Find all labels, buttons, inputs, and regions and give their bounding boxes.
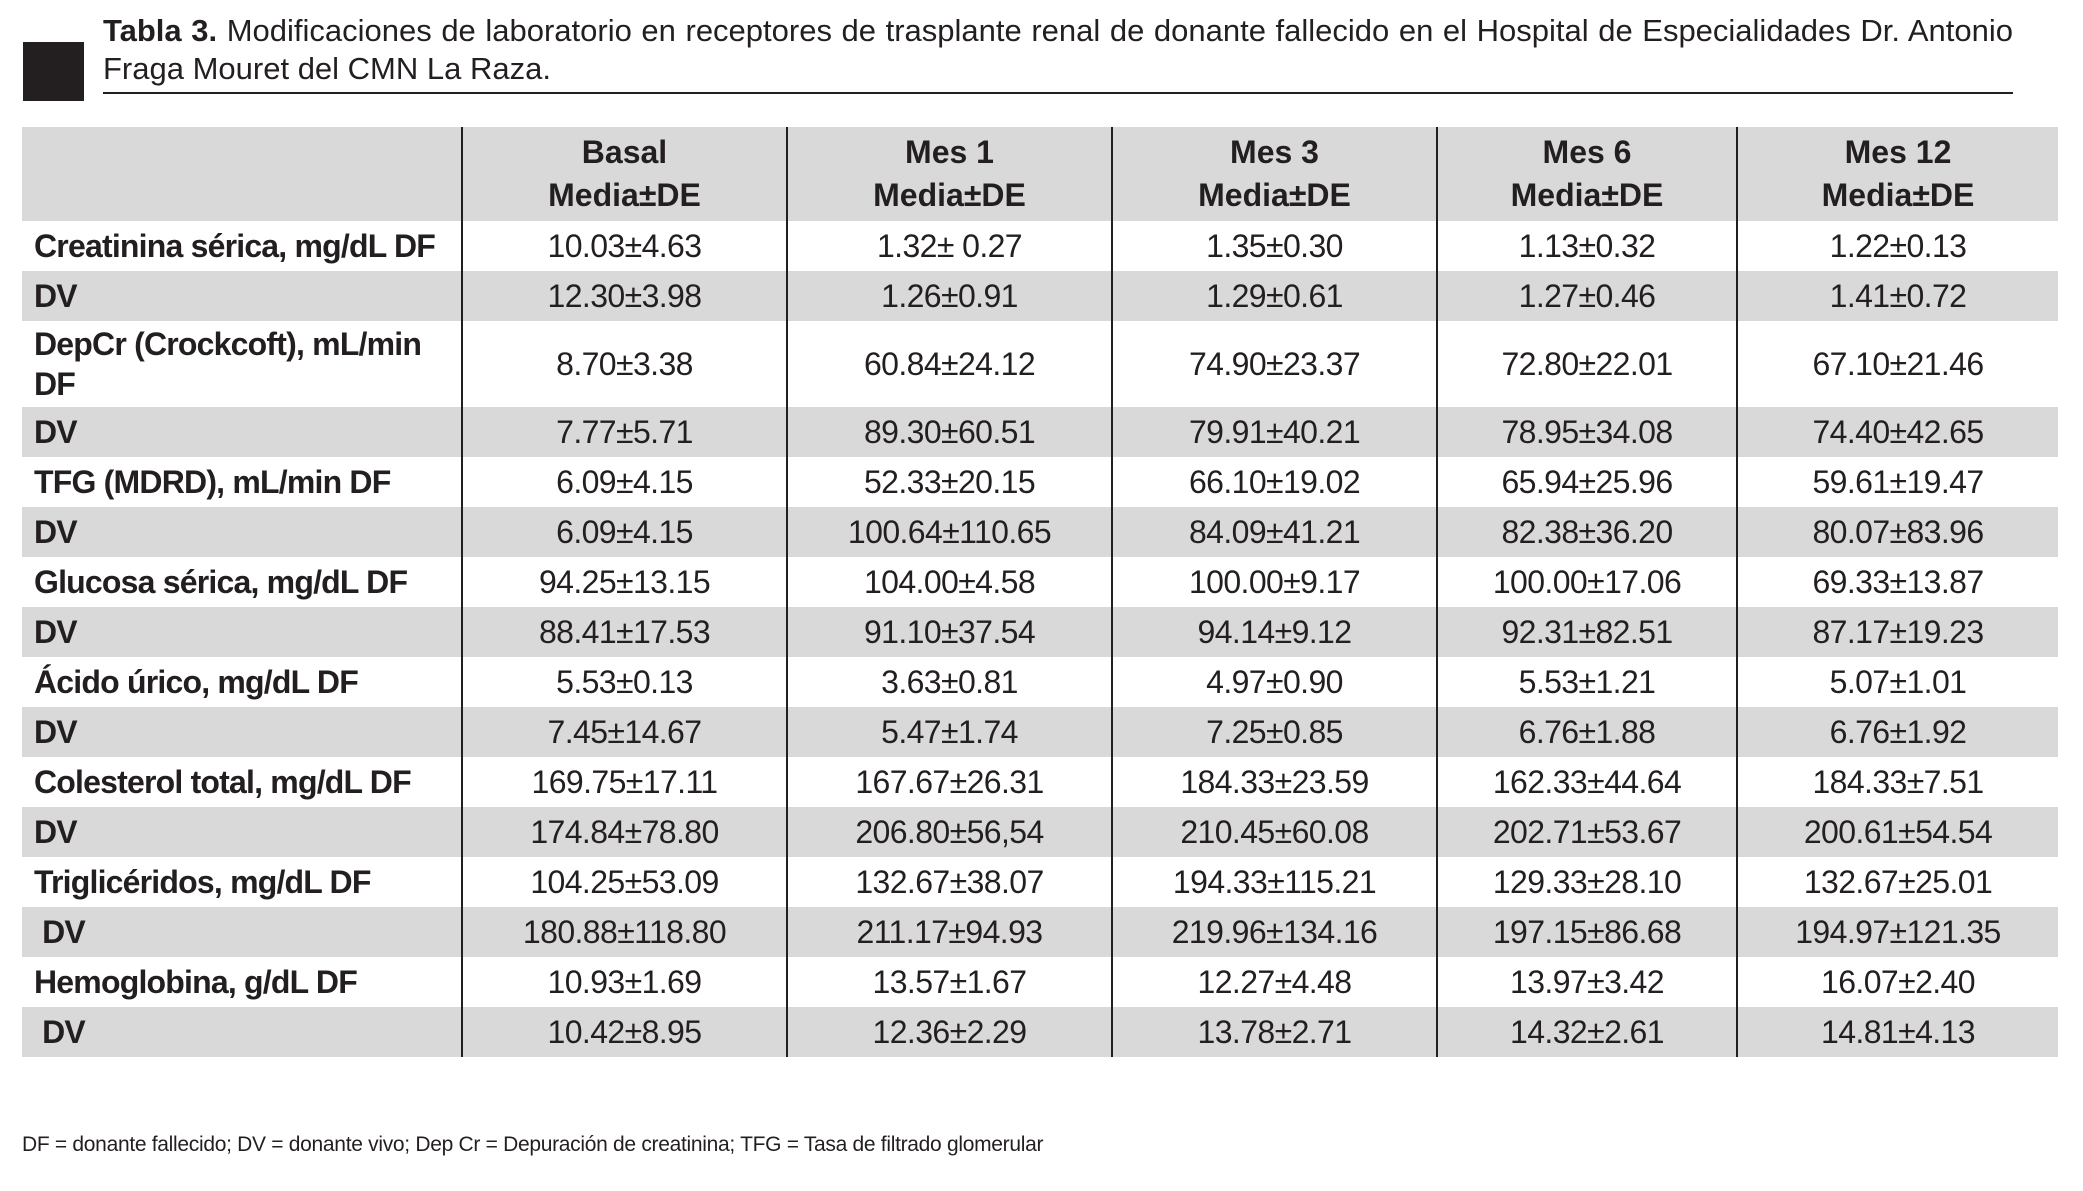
table-row <box>22 321 2058 407</box>
column-header-mes-6 <box>1437 127 1737 221</box>
table-cell: 219.96±134.16 <box>1112 907 1437 957</box>
row-label: Colesterol total, mg/dL DF <box>34 764 411 800</box>
table-cell: 104.00±4.58 <box>787 557 1112 607</box>
table-cell: 84.09±41.21 <box>1112 507 1437 557</box>
table-cell: 184.33±23.59 <box>1112 757 1437 807</box>
column-header-title: Mes 12 <box>1844 134 1952 170</box>
table-cell: 12.36±2.29 <box>787 1007 1112 1057</box>
table-cell: 8.70±3.38 <box>462 321 787 407</box>
table-cell: 180.88±118.80 <box>462 907 787 957</box>
table-footnote: DF = donante fallecido; DV = donante vivo; Dep Cr = Depuración de creatinina; TFG = Tasa de filtrado glomerular <box>22 1133 1044 1156</box>
table-cell: 206.80±56,54 <box>787 807 1112 857</box>
row-label: DV <box>22 407 462 457</box>
table-row <box>22 457 2058 507</box>
table-cell: 52.33±20.15 <box>787 457 1112 507</box>
row-label: DV <box>22 507 462 557</box>
table-cell: 13.97±3.42 <box>1437 957 1737 1007</box>
table-cell: 5.47±1.74 <box>787 707 1112 757</box>
table-cell: 12.30±3.98 <box>462 271 787 321</box>
column-header-mes-3 <box>1112 127 1437 221</box>
table-cell: 202.71±53.67 <box>1437 807 1737 857</box>
table-row <box>22 407 2058 457</box>
table-cell: 1.13±0.32 <box>1437 221 1737 271</box>
table-cell: 80.07±83.96 <box>1737 507 2058 557</box>
table-cell: 100.00±9.17 <box>1112 557 1437 607</box>
table-cell: 87.17±19.23 <box>1737 607 2058 657</box>
table-cell: 197.15±86.68 <box>1437 907 1737 957</box>
table-cell: 88.41±17.53 <box>462 607 787 657</box>
row-label: DV <box>22 707 462 757</box>
column-header-basal <box>462 127 787 221</box>
row-label: DV <box>22 271 462 321</box>
table-cell: 13.57±1.67 <box>787 957 1112 1007</box>
column-header-subtitle: Media±DE <box>548 177 701 213</box>
table-cell: 16.07±2.40 <box>1737 957 2058 1007</box>
table-cell: 13.78±2.71 <box>1112 1007 1437 1057</box>
table-cell: 3.63±0.81 <box>787 657 1112 707</box>
table-cell: 194.97±121.35 <box>1737 907 2058 957</box>
caption-body: Modificaciones de laboratorio en receptores de trasplante renal de donante fallecido en el Hospital de Especialidades Dr. Antonio Fraga Mouret del CMN La Raza. <box>103 13 2013 86</box>
table-cell: 200.61±54.54 <box>1737 807 2058 857</box>
table-cell: 91.10±37.54 <box>787 607 1112 657</box>
table-cell: 1.22±0.13 <box>1737 221 2058 271</box>
header-corner-cell <box>22 127 462 221</box>
table-cell: 211.17±94.93 <box>787 907 1112 957</box>
table-row <box>22 757 2058 807</box>
table-cell: 7.77±5.71 <box>462 407 787 457</box>
table-cell: 65.94±25.96 <box>1437 457 1737 507</box>
caption-text <box>103 12 2013 88</box>
column-header-subtitle: Media±DE <box>1821 177 1975 213</box>
table-cell: 92.31±82.51 <box>1437 607 1737 657</box>
table-row <box>22 271 2058 321</box>
table-row <box>22 807 2058 857</box>
table-cell: 72.80±22.01 <box>1437 321 1737 407</box>
table-cell: 69.33±13.87 <box>1737 557 2058 607</box>
table-row <box>22 907 2058 957</box>
row-label: DV <box>22 1007 462 1057</box>
table-cell: 132.67±38.07 <box>787 857 1112 907</box>
row-label: Ácido úrico, mg/dL DF <box>34 664 358 700</box>
table-cell: 74.90±23.37 <box>1112 321 1437 407</box>
table-cell: 162.33±44.64 <box>1437 757 1737 807</box>
table-cell: 6.09±4.15 <box>462 507 787 557</box>
table-cell: 6.09±4.15 <box>462 457 787 507</box>
table-cell: 7.25±0.85 <box>1112 707 1437 757</box>
table-cell: 5.53±0.13 <box>462 657 787 707</box>
table-cell: 184.33±7.51 <box>1737 757 2058 807</box>
table-cell: 82.38±36.20 <box>1437 507 1737 557</box>
row-label: Triglicéridos, mg/dL DF <box>34 864 371 900</box>
column-header-subtitle: Media±DE <box>873 177 1026 213</box>
table-cell: 194.33±115.21 <box>1112 857 1437 907</box>
table-cell: 169.75±17.11 <box>462 757 787 807</box>
row-label: Creatinina sérica, mg/dL DF <box>34 228 436 264</box>
caption-marker <box>23 42 84 101</box>
column-header-subtitle: Media±DE <box>1510 177 1664 213</box>
table-row <box>22 607 2058 657</box>
row-label: Hemoglobina, g/dL DF <box>34 964 357 1000</box>
table-row <box>22 707 2058 757</box>
table-cell: 1.27±0.46 <box>1437 271 1737 321</box>
table-cell: 100.64±110.65 <box>787 507 1112 557</box>
table-row <box>22 507 2058 557</box>
table-cell: 100.00±17.06 <box>1437 557 1737 607</box>
header-row <box>22 127 2058 221</box>
row-label: Glucosa sérica, mg/dL DF <box>34 564 408 600</box>
table-cell: 10.03±4.63 <box>462 221 787 271</box>
table-cell: 132.67±25.01 <box>1737 857 2058 907</box>
caption-rule <box>103 92 2013 94</box>
table-cell: 1.35±0.30 <box>1112 221 1437 271</box>
column-header-subtitle: Media±DE <box>1198 177 1351 213</box>
table-cell: 6.76±1.88 <box>1437 707 1737 757</box>
table-cell: 94.14±9.12 <box>1112 607 1437 657</box>
table-cell: 10.93±1.69 <box>462 957 787 1007</box>
table-cell: 10.42±8.95 <box>462 1007 787 1057</box>
table-cell: 7.45±14.67 <box>462 707 787 757</box>
table-cell: 167.67±26.31 <box>787 757 1112 807</box>
column-header-title: Mes 1 <box>905 134 994 170</box>
table-row <box>22 221 2058 271</box>
table-cell: 174.84±78.80 <box>462 807 787 857</box>
table-row <box>22 857 2058 907</box>
caption-label: Tabla 3. <box>103 13 218 48</box>
column-header-mes-1 <box>787 127 1112 221</box>
table-cell: 78.95±34.08 <box>1437 407 1737 457</box>
table-cell: 210.45±60.08 <box>1112 807 1437 857</box>
table-cell: 129.33±28.10 <box>1437 857 1737 907</box>
table-row <box>22 957 2058 1007</box>
table-cell: 1.29±0.61 <box>1112 271 1437 321</box>
table-cell: 12.27±4.48 <box>1112 957 1437 1007</box>
table-cell: 79.91±40.21 <box>1112 407 1437 457</box>
table-cell: 14.81±4.13 <box>1737 1007 2058 1057</box>
lab-results-table <box>22 127 2058 1057</box>
row-label: DepCr (Crockcoft), mL/min DF <box>34 326 422 402</box>
row-label: DV <box>22 907 462 957</box>
table-cell: 66.10±19.02 <box>1112 457 1437 507</box>
table-cell: 1.41±0.72 <box>1737 271 2058 321</box>
table-cell: 74.40±42.65 <box>1737 407 2058 457</box>
row-label: DV <box>22 807 462 857</box>
row-label: DV <box>22 607 462 657</box>
table-cell: 89.30±60.51 <box>787 407 1112 457</box>
table-cell: 104.25±53.09 <box>462 857 787 907</box>
table-cell: 67.10±21.46 <box>1737 321 2058 407</box>
column-header-mes-12 <box>1737 127 2058 221</box>
table-row <box>22 657 2058 707</box>
table-cell: 14.32±2.61 <box>1437 1007 1737 1057</box>
row-label: TFG (MDRD), mL/min DF <box>34 464 391 500</box>
table-cell: 4.97±0.90 <box>1112 657 1437 707</box>
table-caption <box>23 12 2013 94</box>
table-cell: 6.76±1.92 <box>1737 707 2058 757</box>
table-row <box>22 1007 2058 1057</box>
table-cell: 94.25±13.15 <box>462 557 787 607</box>
column-header-title: Basal <box>581 134 668 170</box>
column-header-title: Mes 3 <box>1230 134 1319 170</box>
table-row <box>22 557 2058 607</box>
table-cell: 1.32± 0.27 <box>787 221 1112 271</box>
table-cell: 59.61±19.47 <box>1737 457 2058 507</box>
column-header-title: Mes 6 <box>1542 134 1632 170</box>
table-cell: 5.07±1.01 <box>1737 657 2058 707</box>
table-cell: 1.26±0.91 <box>787 271 1112 321</box>
table-cell: 5.53±1.21 <box>1437 657 1737 707</box>
table-cell: 60.84±24.12 <box>787 321 1112 407</box>
